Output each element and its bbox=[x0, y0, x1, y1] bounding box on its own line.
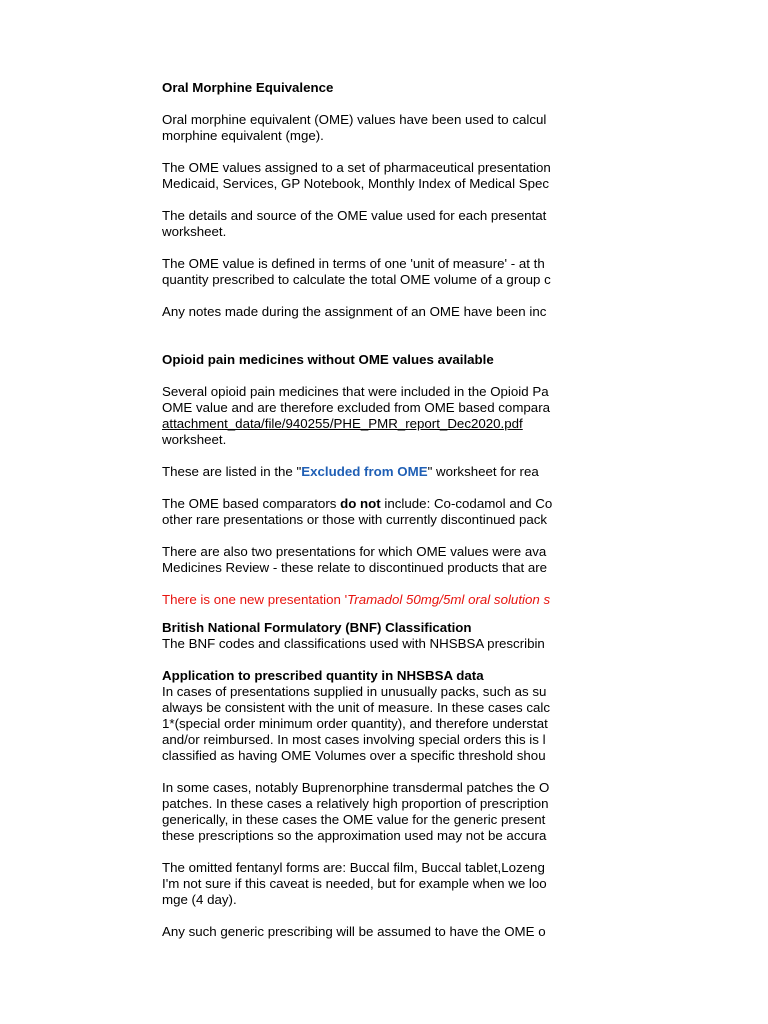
report-link-line bbox=[162, 416, 561, 432]
paragraph-line: classified as having OME Volumes over a specific threshold shou bbox=[162, 748, 546, 763]
section-heading-opioid-without-ome: Opioid pain medicines without OME values available bbox=[162, 352, 494, 367]
paragraph-line: These are listed in the "Excluded from OME" worksheet for rea bbox=[162, 464, 539, 479]
paragraph-line: mge (4 day). bbox=[162, 892, 237, 907]
paragraph-line: Medicines Review - these relate to discontinued products that are bbox=[162, 560, 548, 575]
paragraph-line: generically, in these cases the OME value for the generic present bbox=[162, 812, 546, 827]
excluded-from-ome-link[interactable]: Excluded from OME bbox=[301, 464, 428, 479]
section-heading-oral-morphine: Oral Morphine Equivalence bbox=[162, 80, 334, 95]
paragraph-line: In some cases, notably Buprenorphine transdermal patches the O bbox=[162, 780, 550, 795]
document-page bbox=[162, 80, 561, 940]
paragraph-line: worksheet. bbox=[162, 224, 227, 239]
paragraph-line: always be consistent with the unit of measure. In these cases calc bbox=[162, 700, 551, 715]
paragraph-line: patches. In these cases a relatively high proportion of prescription bbox=[162, 796, 549, 811]
paragraph-line: The OME based comparators do not include: Co-codamol and Co bbox=[162, 496, 553, 511]
paragraph-line: other rare presentations or those with currently discontinued pack bbox=[162, 512, 548, 527]
new-presentation-note: There is one new presentation 'Tramadol 50mg/5ml oral solution s bbox=[162, 592, 551, 607]
paragraph-line: The BNF codes and classifications used with NHSBSA prescribin bbox=[162, 636, 545, 651]
paragraph-line: The OME value is defined in terms of one 'unit of measure' - at th bbox=[162, 256, 545, 271]
paragraph-line: Medicaid, Services, GP Notebook, Monthly Index of Medical Spec bbox=[162, 176, 550, 191]
paragraph-line: There are also two presentations for which OME values were ava bbox=[162, 544, 547, 559]
paragraph-line: I'm not sure if this caveat is needed, but for example when we loo bbox=[162, 876, 547, 891]
paragraph-line: Several opioid pain medicines that were included in the Opioid Pa bbox=[162, 384, 549, 399]
paragraph-line: OME value and are therefore excluded from OME based compara bbox=[162, 400, 551, 415]
paragraph-line: these prescriptions so the approximation used may not be accura bbox=[162, 828, 547, 843]
section-heading-bnf: British National Formulatory (BNF) Classification bbox=[162, 620, 472, 635]
paragraph-line: Any such generic prescribing will be assumed to have the OME o bbox=[162, 924, 546, 939]
paragraph-line: Oral morphine equivalent (OME) values have been used to calcul bbox=[162, 112, 547, 127]
section-heading-application: Application to prescribed quantity in NHSBSA data bbox=[162, 668, 484, 683]
paragraph-line: quantity prescribed to calculate the total OME volume of a group c bbox=[162, 272, 551, 287]
paragraph-line: and/or reimbursed. In most cases involving special orders this is l bbox=[162, 732, 546, 747]
paragraph-line: In cases of presentations supplied in unusually packs, such as su bbox=[162, 684, 547, 699]
paragraph-line: worksheet. bbox=[162, 432, 227, 447]
paragraph-line: The omitted fentanyl forms are: Buccal film, Buccal tablet,Lozeng bbox=[162, 860, 545, 875]
paragraph-line: morphine equivalent (mge). bbox=[162, 128, 324, 143]
paragraph-line: Any notes made during the assignment of an OME have been inc bbox=[162, 304, 547, 319]
phe-report-link[interactable]: attachment_data/file/940255/PHE_PMR_report_Dec2020.pdf bbox=[162, 416, 523, 431]
paragraph-line: 1*(special order minimum order quantity), and therefore understat bbox=[162, 716, 548, 731]
paragraph-line: The details and source of the OME value used for each presentat bbox=[162, 208, 547, 223]
paragraph-line: The OME values assigned to a set of pharmaceutical presentation bbox=[162, 160, 551, 175]
